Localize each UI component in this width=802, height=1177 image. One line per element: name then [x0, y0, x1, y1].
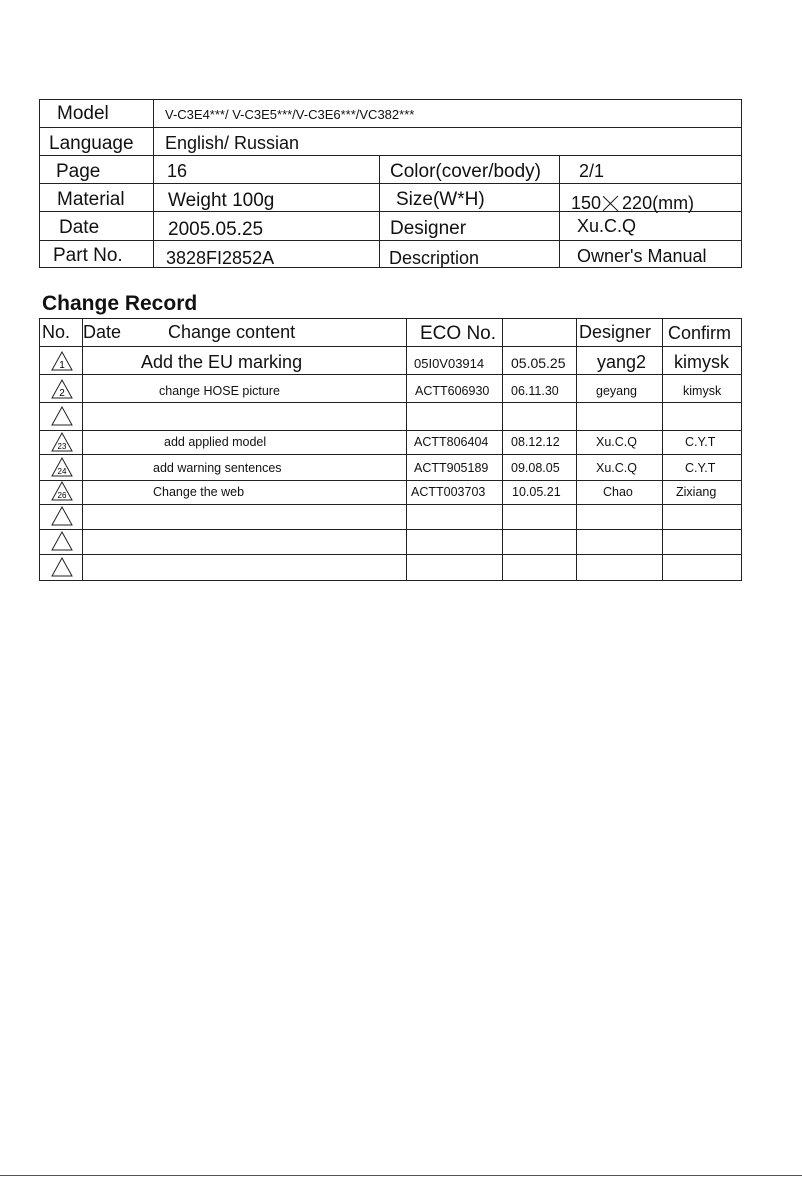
model-label: Model: [57, 103, 109, 124]
description-value: Owner's Manual: [577, 246, 707, 266]
size-label: Size(W*H): [396, 189, 485, 210]
spec-row-divider: [40, 240, 741, 241]
row-1-eco: 05I0V03914: [414, 356, 485, 371]
row-1-confirm: kimysk: [674, 352, 729, 372]
row-4-eco: ACTT806404: [414, 435, 489, 449]
row-6-confirm: Zixiang: [676, 485, 717, 499]
header-designer: Designer: [579, 322, 652, 342]
size-height-unit: 220(mm): [622, 193, 695, 213]
revision-triangle-icon: [51, 379, 73, 399]
record-col-divider: [576, 319, 577, 580]
language-label: Language: [49, 133, 134, 154]
record-col-divider: [406, 319, 407, 580]
record-row-divider: [40, 430, 741, 431]
row-5-content: add warning sentences: [153, 461, 282, 475]
row-6-content: Change the web: [153, 485, 245, 499]
partno-value: 3828FI2852A: [166, 248, 275, 268]
row-4-content: add applied model: [164, 435, 267, 449]
header-confirm: Confirm: [668, 323, 732, 343]
revision-mark: 2: [59, 388, 65, 399]
header-eco-no: ECO No.: [420, 323, 497, 344]
size-value: [571, 194, 694, 212]
row-5-confirm: C.Y.T: [685, 461, 716, 475]
row-6-designer: Chao: [603, 485, 633, 499]
spec-col-divider: [379, 155, 380, 267]
record-col-divider: [662, 319, 663, 580]
row-2-date: 06.11.30: [511, 384, 559, 398]
designer-label: Designer: [390, 218, 467, 239]
model-value: V-C3E4***/ V-C3E5***/V-C3E6***/VC382***: [165, 107, 415, 122]
revision-mark: 26: [57, 491, 67, 500]
designer-value: Xu.C.Q: [577, 216, 637, 236]
record-row-divider: [40, 529, 741, 530]
record-row-divider: [40, 504, 741, 505]
row-5-date: 09.08.05: [511, 461, 560, 475]
row-4-confirm: C.Y.T: [685, 435, 716, 449]
revision-triangle-icon: [51, 481, 73, 501]
row-4-designer: Xu.C.Q: [596, 435, 637, 449]
spec-row-divider: [40, 183, 741, 184]
record-row-divider: [40, 554, 741, 555]
change-record-table: [39, 318, 742, 581]
page-label: Page: [56, 161, 101, 182]
change-record-title: Change Record: [42, 292, 198, 315]
partno-label: Part No.: [53, 245, 123, 266]
size-width: 150: [571, 193, 602, 213]
revision-triangle-icon: [51, 432, 73, 452]
revision-mark: 1: [59, 360, 65, 371]
row-1-date: 05.05.25: [511, 355, 566, 371]
revision-triangle-icon: [51, 406, 73, 426]
page-value: 16: [167, 161, 188, 181]
record-row-divider: [40, 402, 741, 403]
record-row-divider: [40, 454, 741, 455]
page-bottom-rule: [0, 1175, 802, 1176]
spec-col-divider: [153, 100, 154, 267]
row-2-content: change HOSE picture: [159, 384, 280, 398]
header-date: Date: [83, 322, 122, 342]
row-2-eco: ACTT606930: [415, 384, 490, 398]
row-1-designer: yang2: [597, 352, 647, 372]
row-4-date: 08.12.12: [511, 435, 560, 449]
color-label: Color(cover/body): [390, 161, 541, 182]
spec-row-divider: [40, 155, 741, 156]
spec-table: [39, 99, 742, 268]
record-row-divider: [40, 346, 741, 347]
row-2-designer: geyang: [596, 384, 638, 398]
revision-triangle-icon: [51, 557, 73, 577]
description-label: Description: [389, 248, 480, 268]
header-no: No.: [42, 322, 71, 342]
record-row-divider: [40, 480, 741, 481]
revision-triangle-icon: [51, 351, 73, 371]
row-6-date: 10.05.21: [512, 485, 561, 499]
header-change-content: Change content: [168, 322, 296, 342]
spec-col-divider: [559, 155, 560, 267]
multiply-sign-icon: [603, 196, 619, 210]
material-value: Weight 100g: [168, 190, 275, 211]
record-col-divider: [502, 319, 503, 580]
language-value: English/ Russian: [165, 133, 300, 153]
revision-triangle-icon: [51, 457, 73, 477]
material-label: Material: [57, 189, 125, 210]
revision-mark: 23: [57, 442, 67, 451]
row-5-designer: Xu.C.Q: [596, 461, 637, 475]
record-row-divider: [40, 374, 741, 375]
revision-triangle-icon: [51, 506, 73, 526]
row-5-eco: ACTT905189: [414, 461, 489, 475]
row-1-content: Add the EU marking: [141, 352, 303, 372]
row-2-confirm: kimysk: [683, 384, 722, 398]
color-value: 2/1: [579, 161, 605, 181]
record-col-divider: [82, 319, 83, 580]
spec-row-divider: [40, 127, 741, 128]
date-value: 2005.05.25: [168, 219, 264, 240]
revision-triangle-icon: [51, 531, 73, 551]
row-6-eco: ACTT003703: [411, 485, 486, 499]
date-label: Date: [59, 217, 100, 238]
revision-mark: 24: [57, 467, 67, 476]
